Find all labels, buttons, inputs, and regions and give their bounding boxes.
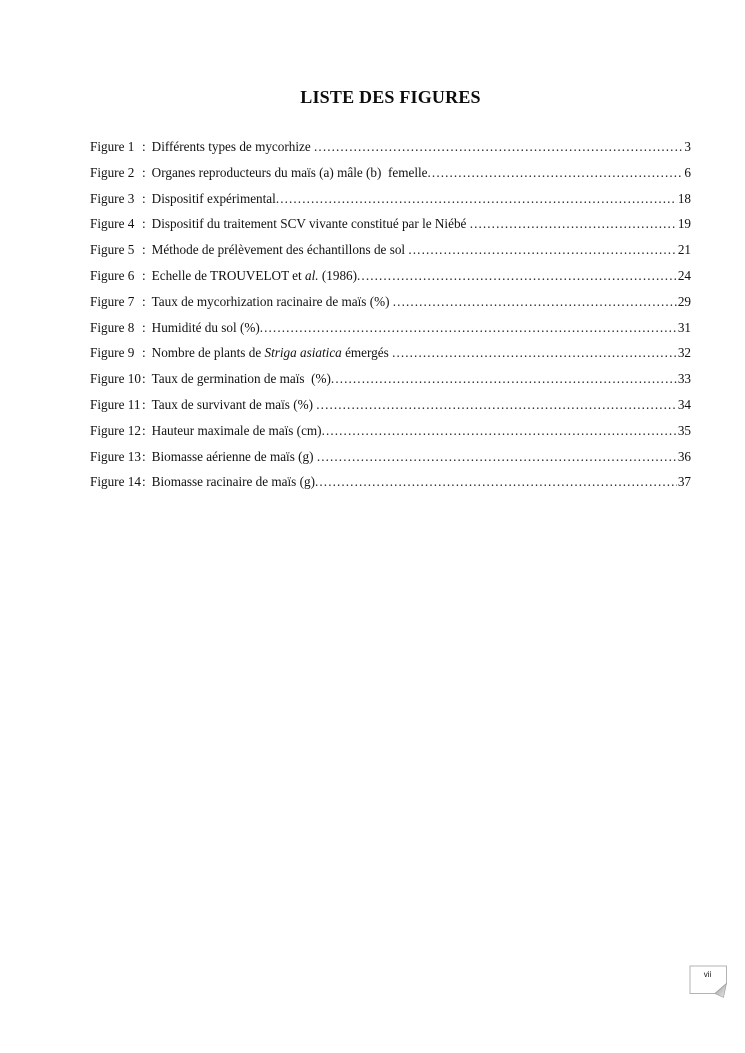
dot-leader: [276, 186, 677, 212]
toc-entry: [90, 160, 691, 186]
dot-leader: [316, 392, 677, 418]
colon-separator: :: [142, 448, 146, 464]
dot-leader: [470, 211, 677, 237]
figure-caption: Echelle de TROUVELOT et al. (1986): [151, 267, 358, 283]
dot-leader: [260, 315, 677, 341]
figure-caption: Biomasse racinaire de maïs (g): [151, 474, 315, 490]
figure-page-number: 37: [677, 474, 691, 490]
dot-leader: [317, 444, 677, 470]
colon-separator: :: [142, 242, 146, 258]
figure-label: Figure 7: [90, 293, 135, 309]
figure-caption: Taux de germination de maïs (%): [151, 371, 331, 387]
colon-separator: :: [142, 139, 146, 154]
figure-page-number: 24: [677, 267, 691, 283]
page-title: LISTE DES FIGURES: [300, 87, 481, 107]
figure-caption: Dispositif expérimental: [151, 190, 276, 206]
figure-caption: Hauteur maximale de maïs (cm): [151, 422, 322, 438]
colon-separator: :: [142, 345, 146, 361]
figure-page-number: 21: [677, 242, 691, 258]
colon-separator: :: [142, 216, 146, 232]
figure-page-number: 18: [677, 190, 691, 206]
dot-leader: [331, 366, 677, 392]
dot-leader: [408, 237, 676, 263]
figure-label: Figure 12: [90, 422, 141, 438]
colon-separator: :: [142, 164, 146, 180]
toc-entry: [90, 289, 691, 315]
figure-label: Figure 11: [90, 396, 141, 412]
figure-caption: Biomasse aérienne de maïs (g): [151, 448, 317, 464]
toc-entry: [90, 237, 691, 263]
toc-entry: [90, 263, 691, 289]
figure-label: Figure 1: [90, 139, 135, 154]
figure-label: Figure 14: [90, 474, 141, 490]
toc-entry: [90, 366, 691, 392]
figure-caption: Méthode de prélèvement des échantillons de sol: [151, 242, 409, 258]
toc-entry: [90, 418, 691, 444]
figure-caption: Différents types de mycorhize: [151, 139, 315, 154]
toc-entry: [90, 134, 691, 160]
toc-entry: [90, 211, 691, 237]
toc-entry: [90, 315, 691, 341]
figure-label: Figure 3: [90, 190, 135, 206]
figure-caption: Nombre de plants de Striga asiatica émergés: [151, 345, 393, 361]
dot-leader: [322, 418, 677, 444]
figure-page-number: 36: [677, 448, 691, 464]
figure-caption: Humidité du sol (%): [151, 319, 260, 335]
figure-label: Figure 8: [90, 319, 135, 335]
figure-page-number: 6: [684, 164, 691, 180]
figure-page-number: 3: [684, 139, 691, 154]
page-number: vii: [703, 970, 712, 979]
figure-label: Figure 10: [90, 371, 141, 387]
figure-caption: Organes reproducteurs du maïs (a) mâle (b) femelle: [151, 164, 428, 180]
figure-label: Figure 9: [90, 345, 135, 361]
colon-separator: :: [142, 267, 146, 283]
figure-label: Figure 5: [90, 242, 135, 258]
figure-page-number: 29: [677, 293, 691, 309]
toc-entry: [90, 186, 691, 212]
toc-entry: [90, 444, 691, 470]
figure-page-number: 33: [677, 371, 691, 387]
figure-page-number: 32: [677, 345, 691, 361]
dot-leader: [428, 160, 684, 186]
toc-entry: [90, 392, 691, 418]
dot-leader: [393, 289, 677, 315]
dot-leader: [357, 263, 677, 289]
toc-entry: [90, 340, 691, 366]
figure-page-number: 19: [677, 216, 691, 232]
figure-label: Figure 2: [90, 164, 135, 180]
figure-caption: Taux de mycorhization racinaire de maïs (%): [151, 293, 393, 309]
figure-page-number: 34: [677, 396, 691, 412]
figure-label: Figure 6: [90, 267, 135, 283]
dot-leader: [314, 134, 683, 160]
figure-caption: Dispositif du traitement SCV vivante constitué par le Niébé: [151, 216, 470, 232]
colon-separator: :: [142, 396, 146, 412]
figure-caption: Taux de survivant de maïs (%): [151, 396, 317, 412]
figure-page-number: 31: [677, 319, 691, 335]
colon-separator: :: [142, 293, 146, 309]
colon-separator: :: [142, 190, 146, 206]
figure-label: Figure 4: [90, 216, 135, 232]
toc-entry: [90, 469, 691, 495]
colon-separator: :: [142, 319, 146, 335]
figure-label: Figure 13: [90, 448, 141, 464]
colon-separator: :: [142, 422, 146, 438]
page-number-box: [689, 965, 729, 999]
colon-separator: :: [142, 371, 146, 387]
figures-list: [90, 134, 691, 495]
colon-separator: :: [142, 474, 146, 490]
dot-leader: [315, 469, 677, 495]
figure-page-number: 35: [677, 422, 691, 438]
dot-leader: [392, 340, 677, 366]
